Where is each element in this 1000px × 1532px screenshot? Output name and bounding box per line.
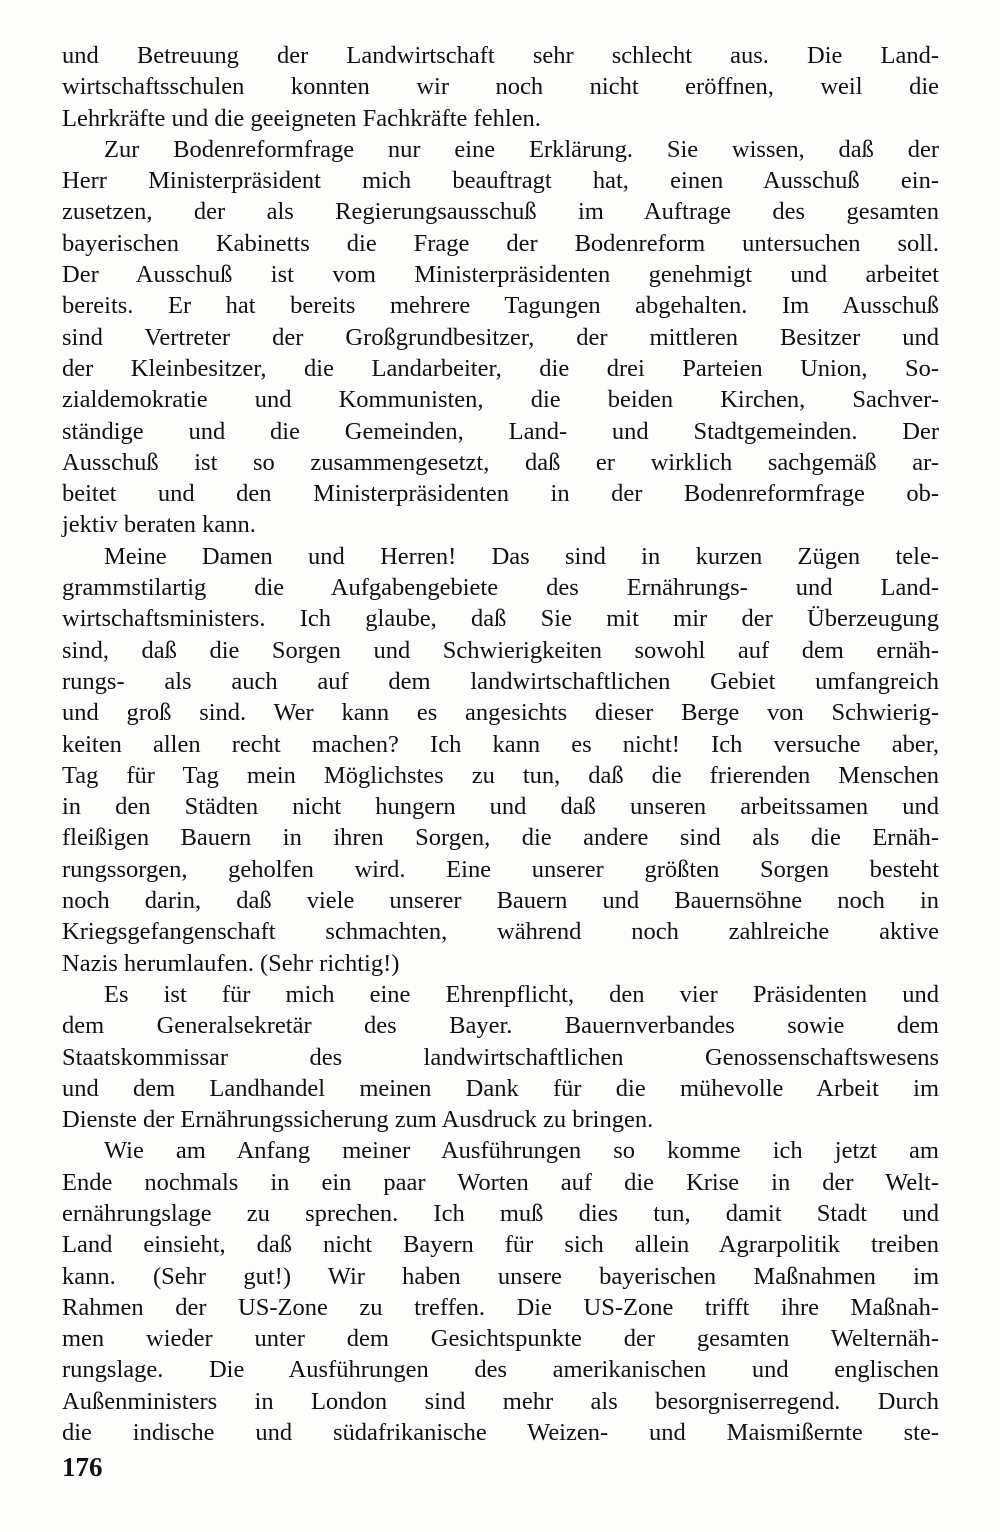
text-line: Der Ausschuß ist vom Ministerpräsidenten genehmigt und arbeitet	[62, 261, 939, 289]
text-line: Wie am Anfang meiner Ausführungen so komme ich jetzt am	[104, 1137, 939, 1165]
text-line: dem Generalsekretär des Bayer. Bauernverbandes sowie dem	[62, 1012, 939, 1040]
text-line: rungs- als auch auf dem landwirtschaftlichen Gebiet umfangreich	[62, 667, 939, 695]
text-line: Dienste der Ernährungssicherung zum Ausdruck zu bringen.	[62, 1106, 654, 1134]
text-line: Kriegsgefangenschaft schmachten, während noch zahlreiche aktive	[62, 918, 939, 946]
text-line: beitet und den Ministerpräsidenten in der Bodenreformfrage ob-	[62, 480, 939, 508]
text-line: und dem Landhandel meinen Dank für die mühevolle Arbeit im	[62, 1074, 939, 1102]
text-line: Außenministers in London sind mehr als besorgniserregend. Durch	[62, 1387, 939, 1415]
text-line: und groß sind. Wer kann es angesichts dieser Berge von Schwierig-	[62, 699, 939, 727]
text-line: noch darin, daß viele unserer Bauern und Bauernsöhne noch in	[62, 887, 939, 915]
text-line: der Kleinbesitzer, die Landarbeiter, die drei Parteien Union, So-	[62, 354, 939, 382]
text-line: wirtschaftsministers. Ich glaube, daß Sie mit mir der Überzeugung	[62, 605, 939, 633]
text-line: Herr Ministerpräsident mich beauftragt hat, einen Ausschuß ein-	[62, 167, 939, 195]
text-line: bayerischen Kabinetts die Frage der Bodenreform untersuchen soll.	[62, 229, 939, 257]
text-line: in den Städten nicht hungern und daß unseren arbeitssamen und	[62, 793, 939, 821]
text-line: kann. (Sehr gut!) Wir haben unsere bayerischen Maßnahmen im	[62, 1262, 939, 1290]
text-line: keiten allen recht machen? Ich kann es nicht! Ich versuche aber,	[62, 730, 939, 758]
text-line: Rahmen der US-Zone zu treffen. Die US-Zone trifft ihre Maßnah-	[62, 1293, 939, 1321]
text-line: Staatskommissar des landwirtschaftlichen Genossenschaftswesens	[62, 1043, 939, 1071]
body-text	[62, 40, 939, 1448]
page-number: 176	[62, 1452, 103, 1482]
text-line: Es ist für mich eine Ehrenpflicht, den vier Präsidenten und	[104, 980, 939, 1008]
text-line: jektiv beraten kann.	[62, 511, 256, 539]
text-line: Ende nochmals in ein paar Worten auf die Krise in der Welt-	[62, 1168, 939, 1196]
text-line: zusetzen, der als Regierungsausschuß im Auftrage des gesamten	[62, 198, 939, 226]
text-line: Tag für Tag mein Möglichstes zu tun, daß die frierenden Menschen	[62, 761, 939, 789]
paragraph	[62, 1135, 939, 1448]
text-line: fleißigen Bauern in ihren Sorgen, die andere sind als die Ernäh-	[62, 824, 939, 852]
text-line: rungssorgen, geholfen wird. Eine unserer größten Sorgen besteht	[62, 855, 939, 883]
text-line: Meine Damen und Herren! Das sind in kurzen Zügen tele-	[104, 542, 939, 570]
text-line: zialdemokratie und Kommunisten, die beiden Kirchen, Sachver-	[62, 386, 939, 414]
text-line: Lehrkräfte und die geeigneten Fachkräfte fehlen.	[62, 104, 541, 132]
text-line: sind Vertreter der Großgrundbesitzer, der mittleren Besitzer und	[62, 323, 939, 351]
text-line: Ausschuß ist so zusammengesetzt, daß er wirklich sachgemäß ar-	[62, 448, 939, 476]
text-line: bereits. Er hat bereits mehrere Tagungen abgehalten. Im Ausschuß	[62, 292, 939, 320]
text-line: rungslage. Die Ausführungen des amerikanischen und englischen	[62, 1356, 939, 1384]
text-line: grammstilartig die Aufgabengebiete des Ernährungs- und Land-	[62, 574, 939, 602]
text-line: und Betreuung der Landwirtschaft sehr schlecht aus. Die Land-	[62, 42, 939, 69]
text-line: Zur Bodenreformfrage nur eine Erklärung. Sie wissen, daß der	[104, 135, 939, 163]
paragraph	[62, 134, 939, 541]
text-line: sind, daß die Sorgen und Schwierigkeiten sowohl auf dem ernäh-	[62, 636, 939, 664]
paragraph	[62, 541, 939, 979]
text-line: wirtschaftsschulen konnten wir noch nicht eröffnen, weil die	[62, 73, 939, 101]
text-line: die indische und südafrikanische Weizen- und Maismißernte ste-	[62, 1419, 939, 1447]
text-line: ständige und die Gemeinden, Land- und Stadtgemeinden. Der	[62, 417, 939, 445]
text-line: Nazis herumlaufen. (Sehr richtig!)	[62, 949, 400, 977]
text-line: men wieder unter dem Gesichtspunkte der gesamten Welternäh-	[62, 1325, 939, 1353]
text-line: Land einsieht, daß nicht Bayern für sich allein Agrarpolitik treiben	[62, 1231, 939, 1259]
paragraph	[62, 40, 939, 134]
text-line: ernährungslage zu sprechen. Ich muß dies tun, damit Stadt und	[62, 1199, 939, 1227]
paragraph	[62, 979, 939, 1135]
